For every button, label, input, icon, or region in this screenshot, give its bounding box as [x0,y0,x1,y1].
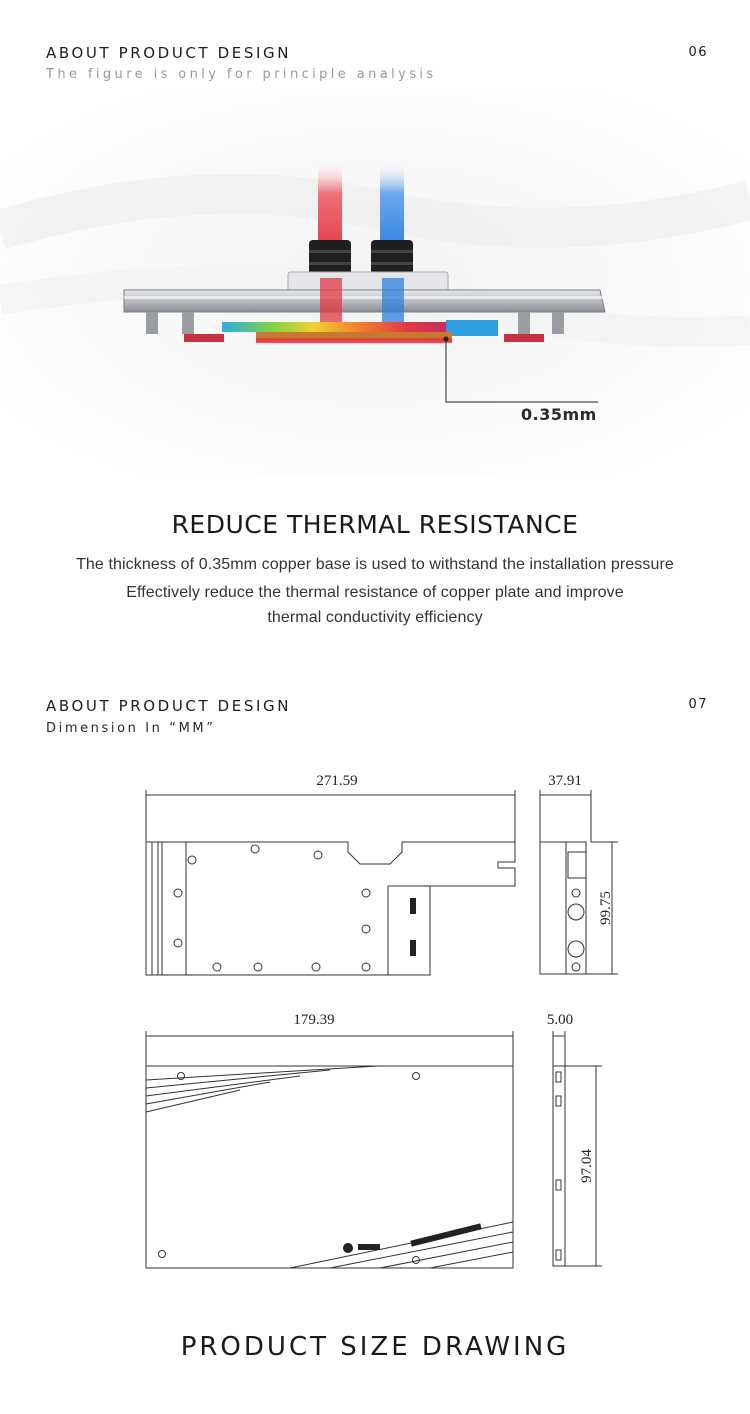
dimension-drawing [0,760,750,1320]
dim-bottom-thickness: 5.00 [546,1012,574,1028]
dim-bottom-height: 97.04 [579,1149,595,1183]
description-line-3: thermal conductivity efficiency [267,609,483,626]
dim-top-length: 271.59 [316,773,358,789]
description-line-1: The thickness of 0.35mm copper base is used to withstand the installation pressure [76,556,674,573]
cross-section-illustration [0,95,750,555]
section-subtitle: The figure is only for principle analysis [46,67,437,82]
dim-bottom-length: 179.39 [293,1012,335,1028]
description-line-2: Effectively reduce the thermal resistance of copper plate and improve [126,584,624,601]
dim-top-height: 99.75 [598,891,614,925]
dim-side-width: 37.91 [548,773,582,789]
section-title: ABOUT PRODUCT DESIGN [46,44,292,62]
thickness-callout: 0.35mm [521,405,597,424]
section-heading-2: PRODUCT SIZE DRAWING [180,1332,570,1362]
section-number: 06 [688,45,708,60]
section-subtitle-2: Dimension In “MM” [46,721,216,736]
section-title-2: ABOUT PRODUCT DESIGN [46,697,292,715]
section-number-2: 07 [688,697,708,712]
section-heading: REDUCE THERMAL RESISTANCE [171,510,579,539]
